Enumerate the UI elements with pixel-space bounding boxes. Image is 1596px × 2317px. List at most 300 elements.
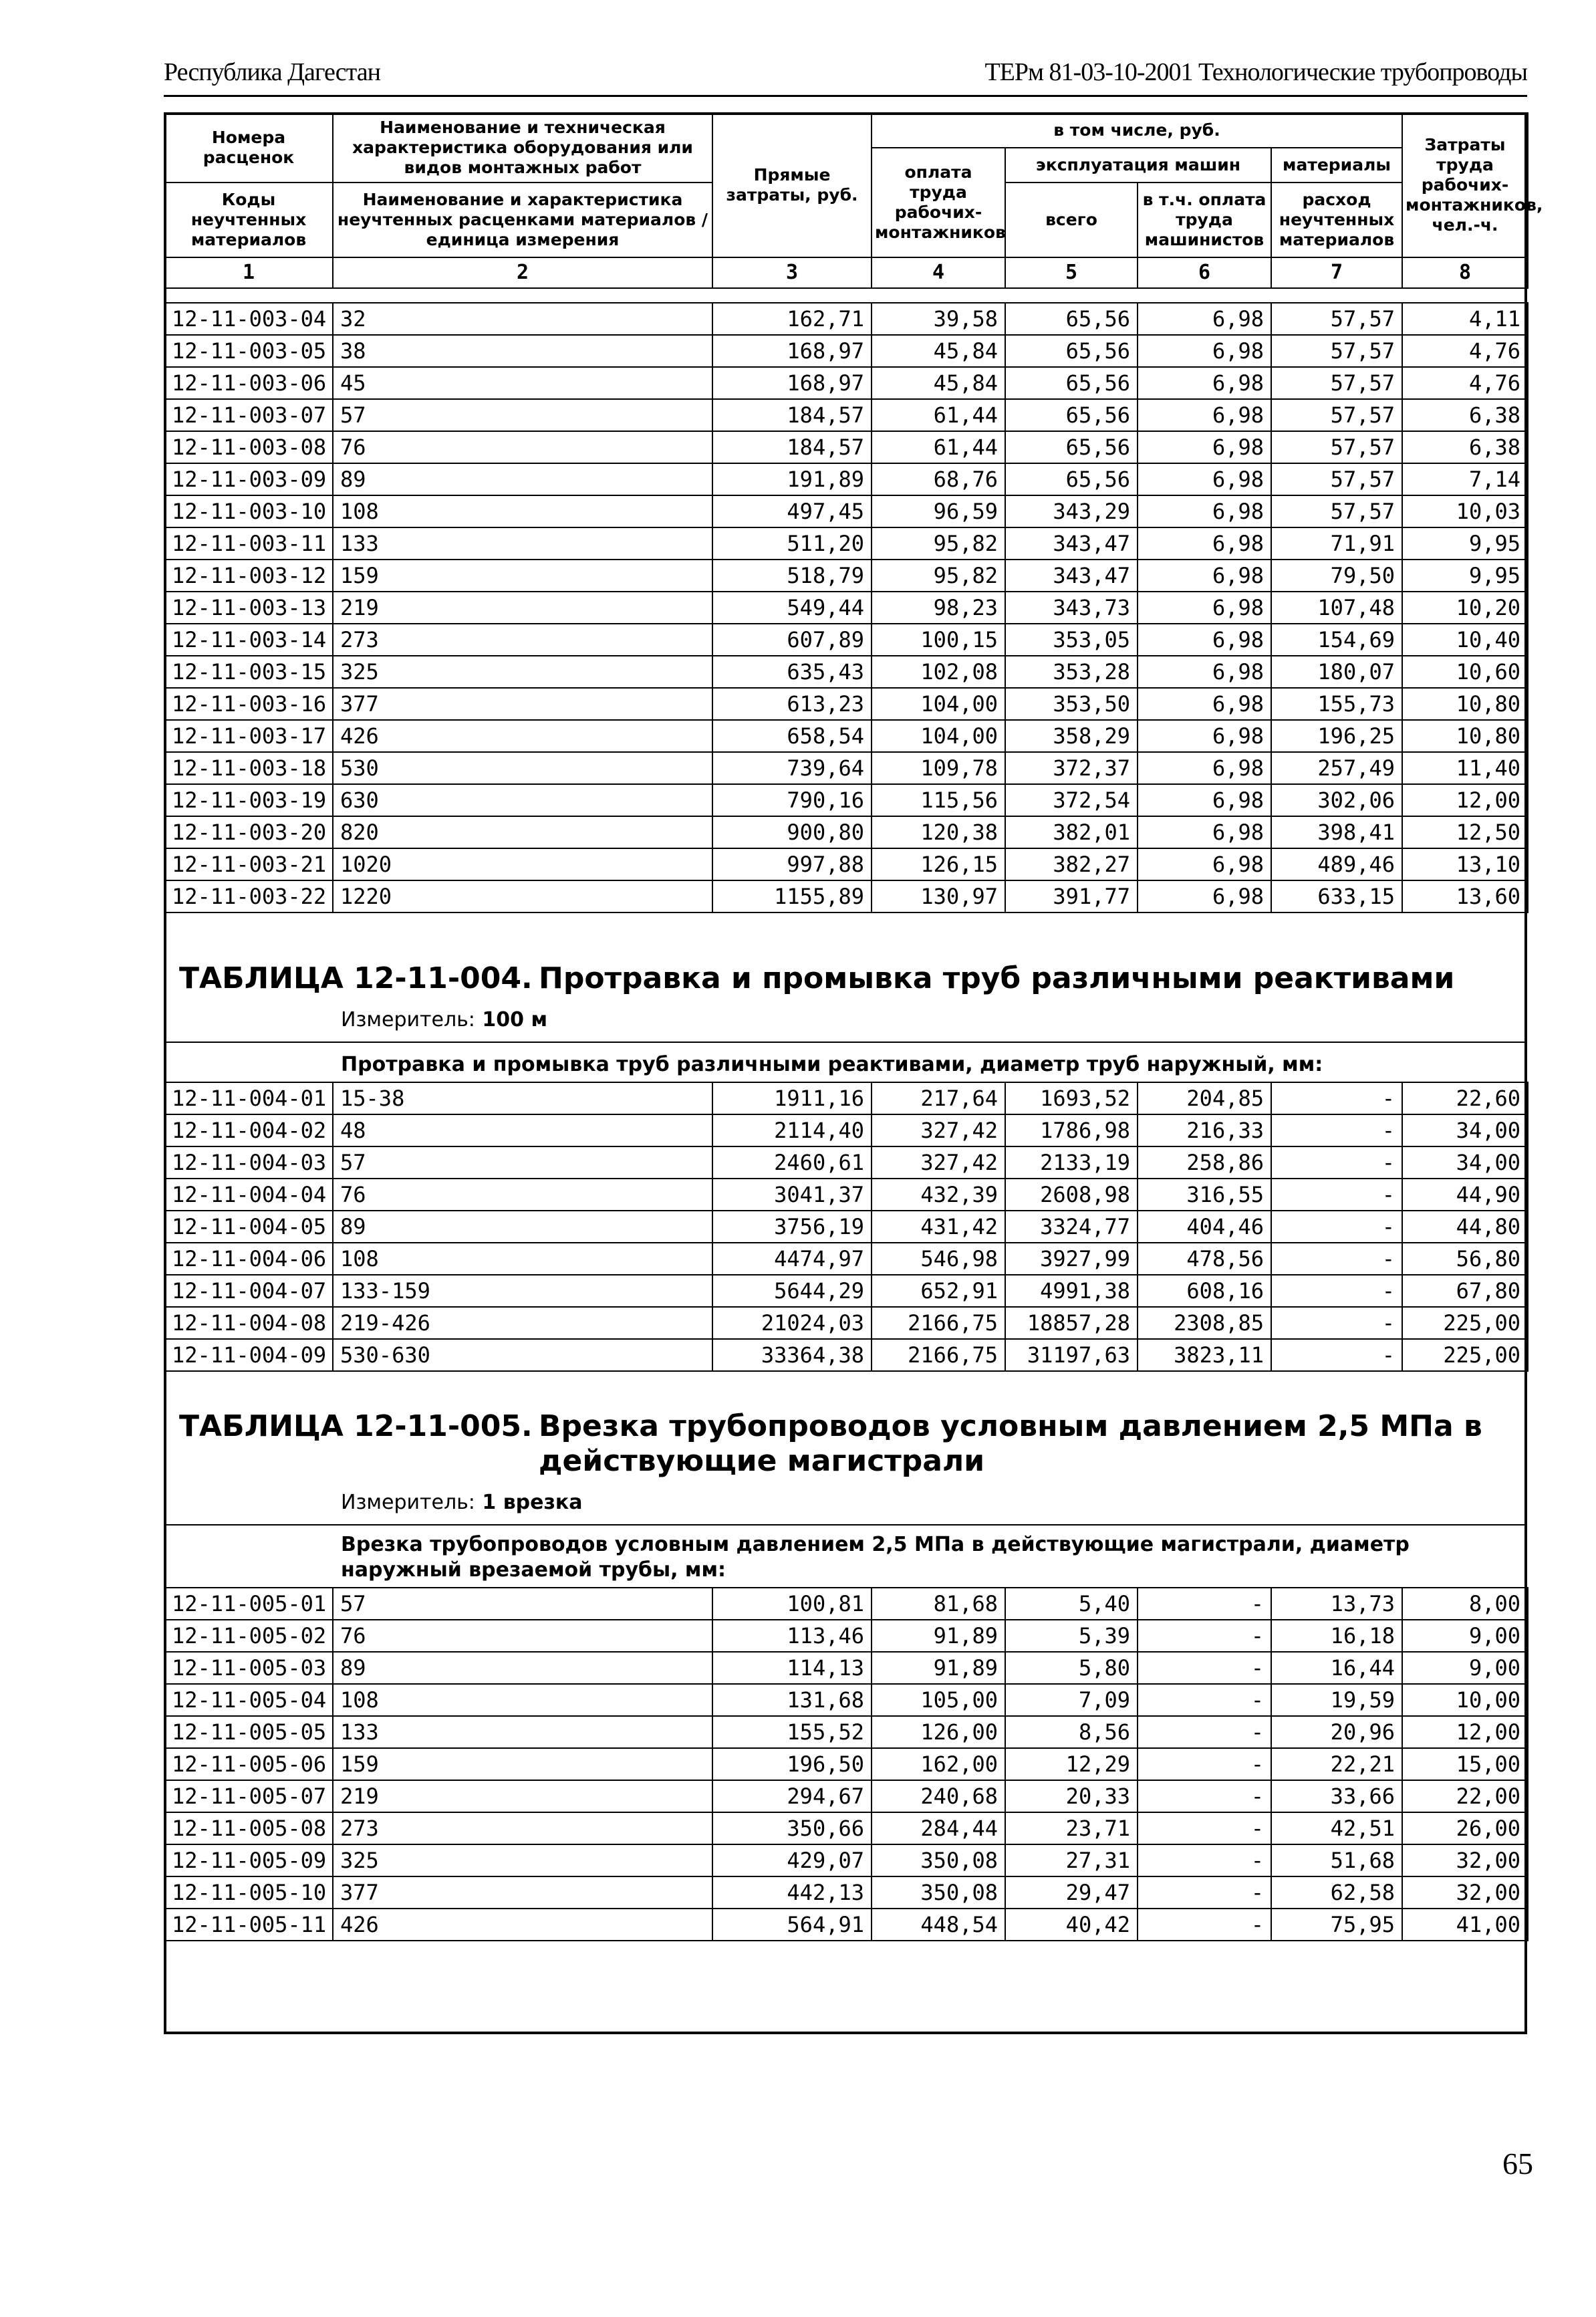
col-number: 5 <box>1005 257 1138 288</box>
diameter-cell: 219 <box>333 592 712 624</box>
rate-code-cell: 12-11-003-06 <box>164 367 333 399</box>
value-cell: 12,50 <box>1402 816 1528 848</box>
diameter-cell: 377 <box>333 1876 712 1909</box>
value-cell: 1693,52 <box>1005 1082 1138 1114</box>
table-row <box>164 1588 1528 1620</box>
diameter-cell: 325 <box>333 656 712 688</box>
value-cell: 546,98 <box>872 1243 1005 1275</box>
col-number: 8 <box>1402 257 1528 288</box>
value-cell: 658,54 <box>712 720 872 752</box>
table-row <box>164 592 1528 624</box>
col8-header: Затраты труда рабочих-монтажников, чел.-ч. <box>1402 113 1528 257</box>
value-cell: 100,15 <box>872 624 1005 656</box>
value-cell: 21024,03 <box>712 1307 872 1339</box>
value-cell: 997,88 <box>712 848 872 880</box>
value-cell: 196,25 <box>1271 720 1402 752</box>
value-cell: 65,56 <box>1005 431 1138 463</box>
header-right: ТЕРм 81-03-10-2001 Технологические трубопроводы <box>984 58 1527 86</box>
value-cell: 4,76 <box>1402 335 1528 367</box>
col-number: 2 <box>333 257 712 288</box>
value-cell: 180,07 <box>1271 656 1402 688</box>
table-label: ТАБЛИЦА 12-11-005. <box>179 1409 533 1443</box>
value-cell: 372,37 <box>1005 752 1138 784</box>
diameter-cell: 76 <box>333 1620 712 1652</box>
col1-top-header: Номера расценок <box>164 113 333 182</box>
col-number: 3 <box>712 257 872 288</box>
table-row <box>164 784 1528 816</box>
value-cell: 3041,37 <box>712 1179 872 1211</box>
diameter-cell: 57 <box>333 1146 712 1179</box>
rate-code-cell: 12-11-004-03 <box>164 1146 333 1179</box>
value-cell: 382,01 <box>1005 816 1138 848</box>
divider <box>164 1524 1527 1526</box>
col6-header: в т.ч. оплата труда машинистов <box>1138 182 1271 257</box>
value-cell: 98,23 <box>872 592 1005 624</box>
diameter-cell: 133 <box>333 527 712 560</box>
value-cell: 10,00 <box>1402 1684 1528 1716</box>
value-cell: 2460,61 <box>712 1146 872 1179</box>
value-cell: - <box>1271 1082 1402 1114</box>
diameter-cell: 426 <box>333 1909 712 1941</box>
table-row <box>164 463 1528 495</box>
rate-code-cell: 12-11-003-13 <box>164 592 333 624</box>
value-cell: - <box>1138 1748 1271 1780</box>
rate-code-cell: 12-11-003-10 <box>164 495 333 527</box>
included-header: в том числе, руб. <box>872 113 1402 148</box>
value-cell: 398,41 <box>1271 816 1402 848</box>
value-cell: 68,76 <box>872 463 1005 495</box>
value-cell: 358,29 <box>1005 720 1138 752</box>
diameter-cell: 530-630 <box>333 1339 712 1371</box>
value-cell: 57,57 <box>1271 367 1402 399</box>
value-cell: 633,15 <box>1271 880 1402 912</box>
value-cell: 22,60 <box>1402 1082 1528 1114</box>
table-row <box>164 1909 1528 1941</box>
value-cell: 107,48 <box>1271 592 1402 624</box>
measurer-key: Измеритель: <box>341 1008 475 1031</box>
diameter-cell: 325 <box>333 1844 712 1876</box>
table-subheading: Протравка и промывка труб различными реактивами, диаметр труб наружный, мм: <box>341 1053 1323 1076</box>
rate-code-cell: 12-11-004-05 <box>164 1211 333 1243</box>
value-cell: 4,11 <box>1402 303 1528 335</box>
value-cell: 608,16 <box>1138 1275 1271 1307</box>
measurer <box>341 1491 583 1514</box>
rate-code-cell: 12-11-003-17 <box>164 720 333 752</box>
value-cell: 57,57 <box>1271 495 1402 527</box>
value-cell: - <box>1138 1716 1271 1748</box>
value-cell: - <box>1138 1812 1271 1844</box>
value-cell: 57,57 <box>1271 303 1402 335</box>
value-cell: 67,80 <box>1402 1275 1528 1307</box>
value-cell: 9,00 <box>1402 1652 1528 1684</box>
table-label: ТАБЛИЦА 12-11-004. <box>179 961 533 995</box>
value-cell: 44,80 <box>1402 1211 1528 1243</box>
value-cell: 5644,29 <box>712 1275 872 1307</box>
value-cell: 40,42 <box>1005 1909 1138 1941</box>
value-cell: 41,00 <box>1402 1909 1528 1941</box>
value-cell: 22,21 <box>1271 1748 1402 1780</box>
table-row <box>164 1780 1528 1812</box>
divider <box>164 1042 1527 1043</box>
value-cell: - <box>1271 1211 1402 1243</box>
value-cell: 652,91 <box>872 1275 1005 1307</box>
value-cell: 549,44 <box>712 592 872 624</box>
value-cell: 350,66 <box>712 1812 872 1844</box>
value-cell: 102,08 <box>872 656 1005 688</box>
table-row <box>164 1748 1528 1780</box>
value-cell: 109,78 <box>872 752 1005 784</box>
value-cell: 1786,98 <box>1005 1114 1138 1146</box>
value-cell: 613,23 <box>712 688 872 720</box>
rate-code-cell: 12-11-004-01 <box>164 1082 333 1114</box>
value-cell: - <box>1138 1909 1271 1941</box>
value-cell: 39,58 <box>872 303 1005 335</box>
value-cell: 6,98 <box>1138 752 1271 784</box>
table-row <box>164 1876 1528 1909</box>
value-cell: 115,56 <box>872 784 1005 816</box>
value-cell: 95,82 <box>872 560 1005 592</box>
diameter-cell: 48 <box>333 1114 712 1146</box>
value-cell: 65,56 <box>1005 463 1138 495</box>
value-cell: 353,05 <box>1005 624 1138 656</box>
value-cell: 26,00 <box>1402 1812 1528 1844</box>
value-cell: 13,60 <box>1402 880 1528 912</box>
value-cell: 75,95 <box>1271 1909 1402 1941</box>
table-row <box>164 560 1528 592</box>
table-row <box>164 335 1528 367</box>
value-cell: 20,33 <box>1005 1780 1138 1812</box>
value-cell: 65,56 <box>1005 367 1138 399</box>
value-cell: 154,69 <box>1271 624 1402 656</box>
value-cell: 6,98 <box>1138 720 1271 752</box>
value-cell: 6,98 <box>1138 399 1271 431</box>
value-cell: 57,57 <box>1271 463 1402 495</box>
value-cell: 6,38 <box>1402 431 1528 463</box>
rate-code-cell: 12-11-005-11 <box>164 1909 333 1941</box>
rate-code-cell: 12-11-005-04 <box>164 1684 333 1716</box>
value-cell: 739,64 <box>712 752 872 784</box>
table-12-11-004 <box>164 1082 1528 1372</box>
diameter-cell: 1020 <box>333 848 712 880</box>
value-cell: 51,68 <box>1271 1844 1402 1876</box>
value-cell: - <box>1271 1146 1402 1179</box>
value-cell: 61,44 <box>872 431 1005 463</box>
value-cell: 432,39 <box>872 1179 1005 1211</box>
diameter-cell: 57 <box>333 1588 712 1620</box>
measurer-value: 1 врезка <box>482 1491 583 1514</box>
diameter-cell: 89 <box>333 1652 712 1684</box>
rate-code-cell: 12-11-005-05 <box>164 1716 333 1748</box>
value-cell: 13,10 <box>1402 848 1528 880</box>
value-cell: 6,98 <box>1138 431 1271 463</box>
value-cell: 564,91 <box>712 1909 872 1941</box>
value-cell: 6,98 <box>1138 560 1271 592</box>
value-cell: 3927,99 <box>1005 1243 1138 1275</box>
value-cell: 1155,89 <box>712 880 872 912</box>
measurer-key: Измеритель: <box>341 1491 475 1514</box>
col-number: 4 <box>872 257 1005 288</box>
diameter-cell: 159 <box>333 1748 712 1780</box>
value-cell: - <box>1271 1339 1402 1371</box>
value-cell: 126,00 <box>872 1716 1005 1748</box>
rate-code-cell: 12-11-003-09 <box>164 463 333 495</box>
table-row <box>164 624 1528 656</box>
value-cell: 18857,28 <box>1005 1307 1138 1339</box>
rate-code-cell: 12-11-004-09 <box>164 1339 333 1371</box>
rate-code-cell: 12-11-003-19 <box>164 784 333 816</box>
value-cell: 13,73 <box>1271 1588 1402 1620</box>
rate-code-cell: 12-11-005-09 <box>164 1844 333 1876</box>
value-cell: 79,50 <box>1271 560 1402 592</box>
value-cell: 511,20 <box>712 527 872 560</box>
value-cell: 96,59 <box>872 495 1005 527</box>
value-cell: 155,73 <box>1271 688 1402 720</box>
value-cell: 5,80 <box>1005 1652 1138 1684</box>
value-cell: 191,89 <box>712 463 872 495</box>
diameter-cell: 108 <box>333 1243 712 1275</box>
rate-code-cell: 12-11-003-11 <box>164 527 333 560</box>
col1-bottom-header: Коды неучтенных материалов <box>164 182 333 257</box>
rate-code-cell: 12-11-003-05 <box>164 335 333 367</box>
value-cell: 168,97 <box>712 367 872 399</box>
value-cell: 216,33 <box>1138 1114 1271 1146</box>
value-cell: 6,98 <box>1138 816 1271 848</box>
value-cell: 2308,85 <box>1138 1307 1271 1339</box>
rate-code-cell: 12-11-003-21 <box>164 848 333 880</box>
value-cell: 6,98 <box>1138 367 1271 399</box>
value-cell: 4991,38 <box>1005 1275 1138 1307</box>
value-cell: 95,82 <box>872 527 1005 560</box>
table-subheading: Врезка трубопроводов условным давлением 2,5 МПа в действующие магистрали, диаметр наружный врезаемой трубы, мм: <box>341 1533 1410 1582</box>
diameter-cell: 133-159 <box>333 1275 712 1307</box>
value-cell: - <box>1138 1780 1271 1812</box>
value-cell: 162,71 <box>712 303 872 335</box>
value-cell: 3823,11 <box>1138 1339 1271 1371</box>
value-cell: - <box>1138 1620 1271 1652</box>
col2-bottom-header: Наименование и характеристика неучтенных расценками материалов / единица измерения <box>333 182 712 257</box>
value-cell: 900,80 <box>712 816 872 848</box>
rate-code-cell: 12-11-005-01 <box>164 1588 333 1620</box>
value-cell: 404,46 <box>1138 1211 1271 1243</box>
value-cell: 9,95 <box>1402 560 1528 592</box>
machines-header: эксплуатация машин <box>1005 148 1271 182</box>
value-cell: 478,56 <box>1138 1243 1271 1275</box>
table-row <box>164 848 1528 880</box>
value-cell: 7,09 <box>1005 1684 1138 1716</box>
value-cell: 32,00 <box>1402 1876 1528 1909</box>
diameter-cell: 426 <box>333 720 712 752</box>
value-cell: 327,42 <box>872 1146 1005 1179</box>
table-row <box>164 1620 1528 1652</box>
value-cell: 2114,40 <box>712 1114 872 1146</box>
value-cell: 65,56 <box>1005 303 1138 335</box>
header-left: Республика Дагестан <box>164 58 380 86</box>
value-cell: 100,81 <box>712 1588 872 1620</box>
value-cell: 9,95 <box>1402 527 1528 560</box>
value-cell: 45,84 <box>872 367 1005 399</box>
value-cell: 15,00 <box>1402 1748 1528 1780</box>
value-cell: 65,56 <box>1005 335 1138 367</box>
diameter-cell: 273 <box>333 1812 712 1844</box>
rate-code-cell: 12-11-004-08 <box>164 1307 333 1339</box>
value-cell: 113,46 <box>712 1620 872 1652</box>
value-cell: 57,57 <box>1271 431 1402 463</box>
value-cell: 16,44 <box>1271 1652 1402 1684</box>
diameter-cell: 530 <box>333 752 712 784</box>
column-header <box>164 112 1543 289</box>
value-cell: 350,08 <box>872 1844 1005 1876</box>
value-cell: 31197,63 <box>1005 1339 1138 1371</box>
value-cell: 114,13 <box>712 1652 872 1684</box>
col4-header: оплата труда рабочих-монтажников <box>872 148 1005 257</box>
rate-code-cell: 12-11-004-02 <box>164 1114 333 1146</box>
value-cell: 6,98 <box>1138 688 1271 720</box>
value-cell: 42,51 <box>1271 1812 1402 1844</box>
value-cell: 6,98 <box>1138 592 1271 624</box>
value-cell: 790,16 <box>712 784 872 816</box>
value-cell: 316,55 <box>1138 1179 1271 1211</box>
value-cell: 61,44 <box>872 399 1005 431</box>
rate-code-cell: 12-11-003-22 <box>164 880 333 912</box>
table-title: Протравка и промывка труб различными реактивами <box>539 961 1455 995</box>
value-cell: 257,49 <box>1271 752 1402 784</box>
value-cell: 71,91 <box>1271 527 1402 560</box>
diameter-cell: 76 <box>333 1179 712 1211</box>
value-cell: 343,47 <box>1005 560 1138 592</box>
value-cell: 91,89 <box>872 1620 1005 1652</box>
value-cell: 350,08 <box>872 1876 1005 1909</box>
value-cell: - <box>1138 1652 1271 1684</box>
diameter-cell: 57 <box>333 399 712 431</box>
value-cell: 20,96 <box>1271 1716 1402 1748</box>
table-row <box>164 752 1528 784</box>
value-cell: - <box>1138 1588 1271 1620</box>
value-cell: 33,66 <box>1271 1780 1402 1812</box>
diameter-cell: 133 <box>333 1716 712 1748</box>
value-cell: 120,38 <box>872 816 1005 848</box>
value-cell: 6,98 <box>1138 848 1271 880</box>
col5-header: всего <box>1005 182 1138 257</box>
value-cell: 284,44 <box>872 1812 1005 1844</box>
diameter-cell: 76 <box>333 431 712 463</box>
rate-code-cell: 12-11-004-07 <box>164 1275 333 1307</box>
table-row <box>164 303 1528 335</box>
value-cell: 6,98 <box>1138 463 1271 495</box>
value-cell: 4,76 <box>1402 367 1528 399</box>
value-cell: 489,46 <box>1271 848 1402 880</box>
diameter-cell: 15-38 <box>333 1082 712 1114</box>
table-row <box>164 1114 1528 1146</box>
diameter-cell: 108 <box>333 1684 712 1716</box>
rate-code-cell: 12-11-005-02 <box>164 1620 333 1652</box>
table-row <box>164 399 1528 431</box>
table-row <box>164 656 1528 688</box>
table-row <box>164 880 1528 912</box>
col-number: 6 <box>1138 257 1271 288</box>
value-cell: 6,98 <box>1138 784 1271 816</box>
value-cell: 5,39 <box>1005 1620 1138 1652</box>
table-row <box>164 367 1528 399</box>
value-cell: 12,00 <box>1402 1716 1528 1748</box>
table-row <box>164 1082 1528 1114</box>
value-cell: 2608,98 <box>1005 1179 1138 1211</box>
value-cell: 16,18 <box>1271 1620 1402 1652</box>
rate-code-cell: 12-11-003-18 <box>164 752 333 784</box>
table-row <box>164 1243 1528 1275</box>
diameter-cell: 273 <box>333 624 712 656</box>
value-cell: 6,98 <box>1138 624 1271 656</box>
value-cell: 8,00 <box>1402 1588 1528 1620</box>
table-row <box>164 1652 1528 1684</box>
diameter-cell: 219 <box>333 1780 712 1812</box>
rate-code-cell: 12-11-003-08 <box>164 431 333 463</box>
table-row <box>164 688 1528 720</box>
value-cell: 65,56 <box>1005 399 1138 431</box>
value-cell: 10,80 <box>1402 688 1528 720</box>
rate-code-cell: 12-11-004-04 <box>164 1179 333 1211</box>
value-cell: 4474,97 <box>712 1243 872 1275</box>
value-cell: 23,71 <box>1005 1812 1138 1844</box>
table-row <box>164 1844 1528 1876</box>
value-cell: 431,42 <box>872 1211 1005 1243</box>
value-cell: 343,29 <box>1005 495 1138 527</box>
value-cell: 204,85 <box>1138 1082 1271 1114</box>
diameter-cell: 38 <box>333 335 712 367</box>
value-cell: 391,77 <box>1005 880 1138 912</box>
value-cell: 382,27 <box>1005 848 1138 880</box>
value-cell: 327,42 <box>872 1114 1005 1146</box>
value-cell: 10,60 <box>1402 656 1528 688</box>
diameter-cell: 820 <box>333 816 712 848</box>
table-row <box>164 431 1528 463</box>
value-cell: 353,28 <box>1005 656 1138 688</box>
value-cell: 6,98 <box>1138 880 1271 912</box>
value-cell: 240,68 <box>872 1780 1005 1812</box>
value-cell: 62,58 <box>1271 1876 1402 1909</box>
value-cell: 105,00 <box>872 1684 1005 1716</box>
value-cell: 10,40 <box>1402 624 1528 656</box>
value-cell: 29,47 <box>1005 1876 1138 1909</box>
table-title: Врезка трубопроводов условным давлением 2,5 МПа в действующие магистрали <box>539 1409 1482 1478</box>
value-cell: 1911,16 <box>712 1082 872 1114</box>
value-cell: 343,73 <box>1005 592 1138 624</box>
value-cell: 130,97 <box>872 880 1005 912</box>
value-cell: - <box>1271 1307 1402 1339</box>
value-cell: 6,98 <box>1138 303 1271 335</box>
value-cell: 353,50 <box>1005 688 1138 720</box>
value-cell: 104,00 <box>872 720 1005 752</box>
value-cell: 3324,77 <box>1005 1211 1138 1243</box>
diameter-cell: 219-426 <box>333 1307 712 1339</box>
value-cell: - <box>1138 1844 1271 1876</box>
diameter-cell: 89 <box>333 463 712 495</box>
value-cell: 258,86 <box>1138 1146 1271 1179</box>
value-cell: 429,07 <box>712 1844 872 1876</box>
rate-code-cell: 12-11-003-14 <box>164 624 333 656</box>
col3-header: Прямые затраты, руб. <box>712 113 872 257</box>
value-cell: 155,52 <box>712 1716 872 1748</box>
value-cell: 10,20 <box>1402 592 1528 624</box>
diameter-cell: 32 <box>333 303 712 335</box>
table-row <box>164 527 1528 560</box>
rate-code-cell: 12-11-003-07 <box>164 399 333 431</box>
diameter-cell: 89 <box>333 1211 712 1243</box>
value-cell: 91,89 <box>872 1652 1005 1684</box>
table-row <box>164 1179 1528 1211</box>
col7-header: расход неучтенных материалов <box>1271 182 1402 257</box>
value-cell: 81,68 <box>872 1588 1005 1620</box>
value-cell: 2133,19 <box>1005 1146 1138 1179</box>
